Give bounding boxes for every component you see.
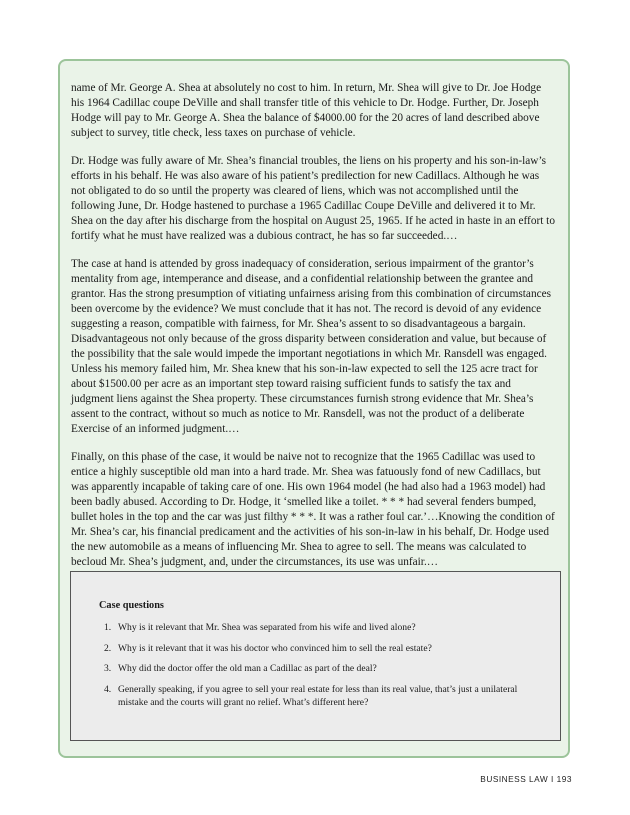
list-item bbox=[99, 621, 540, 635]
list-item bbox=[99, 642, 540, 656]
list-item bbox=[99, 683, 540, 710]
item-text: Why is it relevant that it was his doctor who convinced him to sell the real estate? bbox=[118, 642, 432, 654]
paragraph-2: Dr. Hodge was fully aware of Mr. Shea’s financial troubles, the liens on his property and his son-in-law’s efforts in his behalf. He was also aware of his patient’s predilection for new Cadillacs. Although he was not obligated to do so until the property was cleared of liens, which was not accomplished until the following June, Dr. Hodge hastened to purchase a 1965 Cadillac Coupe DeVille and delivered it to Mr. Shea on the day after his discharge from the hospital on August 25, 1965. If he acted in haste in an effort to fortify what he must have realized was a dubious contract, he has so far succeeded.… bbox=[71, 155, 555, 242]
page-footer: BUSINESS LAW I 193 bbox=[480, 774, 572, 784]
paragraph-4: Finally, on this phase of the case, it would be naive not to recognize that the 1965 Cadillac was used to entice a highly susceptible old man into a hard trade. Mr. Shea was fatuously fond of new Cadillacs, but was apparently incapable of taking care of one. His own 1964 model (he had also had a 1963 model) had been badly abused. According to Dr. Hodge, it ‘smelled like a toilet. * * * had several fenders bumped, bullet holes in the top and the car was just filthy * * *. It was a rather foul car.’…Knowing the condition of Mr. Shea’s car, his financial predicament and the activities of his son-in-law in his behalf, Dr. Hodge used the new automobile as a means of influencing Mr. Shea to agree to sell. The means was calculated to becloud Mr. Shea’s judgment, and, under the circumstances, its use was unfair.… bbox=[71, 451, 555, 568]
list-item bbox=[99, 662, 540, 676]
case-questions-box bbox=[70, 571, 561, 741]
paragraph-1: name of Mr. George A. Shea at absolutely no cost to him. In return, Mr. Shea will give to Dr. Joe Hodge his 1964 Cadillac coupe DeVille and shall transfer title of this vehicle to Dr. Hodge. Further, Dr. Joseph Hodge will pay to Mr. George A. Shea the balance of $4000.00 for the 20 acres of land described above subject to survey, title check, less taxes on purchase of vehicle. bbox=[71, 82, 542, 139]
item-text: Generally speaking, if you agree to sell your real estate for less than its real value, that’s just a unilateral mistake and the courts will grant no relief. What’s different here? bbox=[118, 683, 518, 708]
item-number: 4. bbox=[104, 683, 112, 695]
case-questions-list bbox=[99, 621, 540, 710]
paragraph-3: The case at hand is attended by gross inadequacy of consideration, serious impairment of the grantor’s mentality from age, intemperance and disease, and a confidential relationship between the grantee and grantor. Has the strong presumption of vitiating unfairness arising from this combination of circumstances been overcome by the evidence? We must conclude that it has not. The record is devoid of any evidence suggesting a reason, compatible with fairness, for Mr. Shea’s assent to so disadvantageous a bargain. Disadvantageous not only because of the gross disparity between consideration and value, but because of the possibility that the sale would impede the important negotiations in which Mr. Ransdell was engaged. Unless his memory failed him, Mr. Shea knew that his son-in-law expected to sell the 125 acre tract for about $1500.00 per acre as an important step toward raising sufficient funds to satisfy the tax and judgment liens against the Shea property. These circumstances furnish strong evidence that Mr. Shea’s assent to the contract, without so much as notice to Mr. Ransdell, was not the product of a deliberate Exercise of an informed judgment.… bbox=[71, 258, 552, 435]
case-questions-title: Case questions bbox=[99, 600, 164, 611]
item-number: 3. bbox=[104, 663, 112, 674]
item-number: 2. bbox=[104, 642, 112, 654]
item-text: Why is it relevant that Mr. Shea was separated from his wife and lived alone? bbox=[118, 622, 416, 633]
item-text: Why did the doctor offer the old man a Cadillac as part of the deal? bbox=[118, 663, 377, 674]
item-number: 1. bbox=[104, 622, 112, 633]
